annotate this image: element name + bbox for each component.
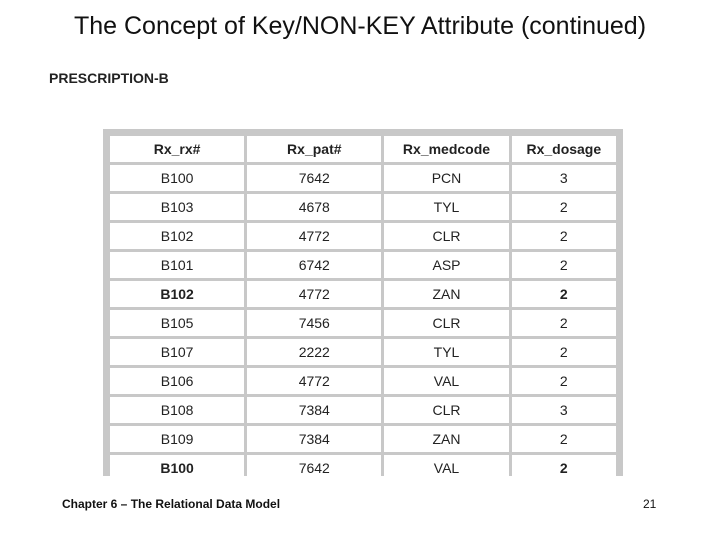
cell-rx-pat: 7384	[247, 426, 381, 452]
cell-rx-rx: B101	[110, 252, 244, 278]
column-header-rx-pat: Rx_pat#	[247, 136, 381, 162]
cell-rx-pat: 7642	[247, 455, 381, 481]
cell-rx-pat: 2222	[247, 339, 381, 365]
cell-rx-pat: 7384	[247, 397, 381, 423]
cell-rx-dosage: 2	[512, 310, 616, 336]
table-row	[110, 223, 616, 249]
slide-title: The Concept of Key/NON-KEY Attribute (continued)	[73, 12, 647, 40]
table-row	[110, 252, 616, 278]
cell-rx-medcode: PCN	[384, 165, 508, 191]
cell-rx-rx: B100	[110, 455, 244, 481]
cell-rx-dosage: 3	[512, 165, 616, 191]
cell-rx-pat: 7642	[247, 165, 381, 191]
cell-rx-dosage: 2	[512, 281, 616, 307]
table-row	[110, 397, 616, 423]
cell-rx-medcode: ASP	[384, 252, 508, 278]
cell-rx-dosage: 2	[512, 223, 616, 249]
table-row	[110, 310, 616, 336]
cell-rx-dosage: 2	[512, 426, 616, 452]
cell-rx-medcode: CLR	[384, 397, 508, 423]
column-header-rx-dosage: Rx_dosage	[512, 136, 616, 162]
table-row	[110, 426, 616, 452]
cell-rx-pat: 4772	[247, 223, 381, 249]
cell-rx-dosage: 2	[512, 455, 616, 481]
cell-rx-pat: 7456	[247, 310, 381, 336]
prescription-table	[107, 133, 619, 484]
cell-rx-rx: B105	[110, 310, 244, 336]
prescription-table-frame	[103, 129, 623, 476]
cell-rx-pat: 4678	[247, 194, 381, 220]
table-row	[110, 165, 616, 191]
cell-rx-dosage: 3	[512, 397, 616, 423]
cell-rx-medcode: CLR	[384, 310, 508, 336]
page-number: 21	[643, 497, 657, 511]
column-header-rx-rx: Rx_rx#	[110, 136, 244, 162]
cell-rx-rx: B102	[110, 223, 244, 249]
footer-chapter: Chapter 6 – The Relational Data Model	[62, 497, 281, 511]
cell-rx-medcode: VAL	[384, 455, 508, 481]
table-row	[110, 368, 616, 394]
cell-rx-dosage: 2	[512, 194, 616, 220]
cell-rx-medcode: ZAN	[384, 281, 508, 307]
table-body	[110, 165, 616, 481]
table-row	[110, 339, 616, 365]
cell-rx-medcode: VAL	[384, 368, 508, 394]
cell-rx-medcode: TYL	[384, 194, 508, 220]
cell-rx-pat: 4772	[247, 281, 381, 307]
cell-rx-dosage: 2	[512, 252, 616, 278]
table-row	[110, 455, 616, 481]
column-header-rx-medcode: Rx_medcode	[384, 136, 508, 162]
table-header-row	[110, 136, 616, 162]
cell-rx-medcode: ZAN	[384, 426, 508, 452]
cell-rx-rx: B106	[110, 368, 244, 394]
cell-rx-rx: B109	[110, 426, 244, 452]
table-row	[110, 194, 616, 220]
cell-rx-rx: B108	[110, 397, 244, 423]
cell-rx-medcode: CLR	[384, 223, 508, 249]
cell-rx-rx: B103	[110, 194, 244, 220]
cell-rx-pat: 4772	[247, 368, 381, 394]
cell-rx-rx: B107	[110, 339, 244, 365]
table-name: PRESCRIPTION-B	[49, 70, 169, 86]
cell-rx-medcode: TYL	[384, 339, 508, 365]
cell-rx-dosage: 2	[512, 339, 616, 365]
cell-rx-rx: B102	[110, 281, 244, 307]
cell-rx-rx: B100	[110, 165, 244, 191]
cell-rx-dosage: 2	[512, 368, 616, 394]
table-row	[110, 281, 616, 307]
cell-rx-pat: 6742	[247, 252, 381, 278]
